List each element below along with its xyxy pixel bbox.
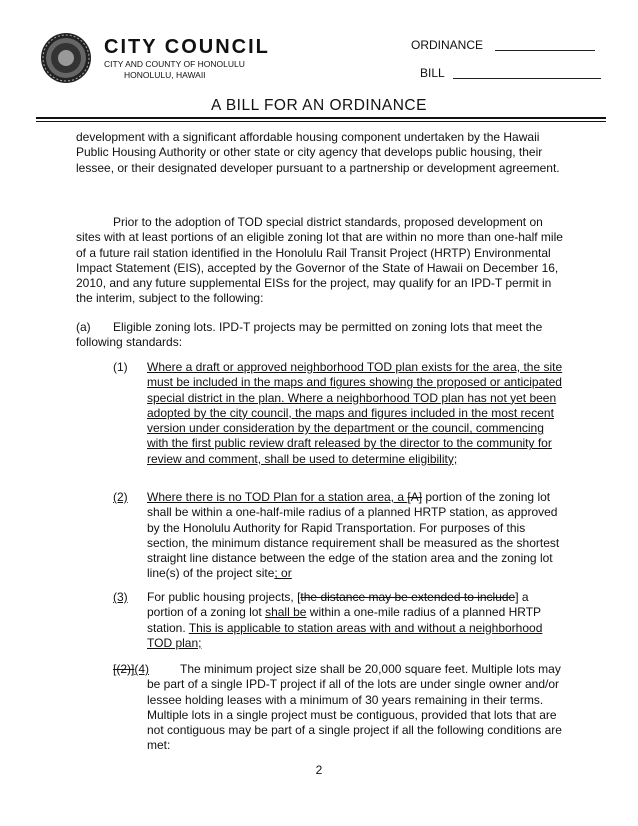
item-3-text-radius: within a one-mile radius of a planned HRTP station. (147, 605, 541, 635)
item-2-main-text: portion of the zoning lot shall be within a one-half-mile radius of a planned HRTP station, as approved by the Honolulu Authority for Rapid Transportation. For purposes of this section, the minimum distance requirement shall be measured as the shortest straight line distance between the edge of the station area and the zoning lot line(s) of the project site (147, 490, 560, 581)
item-2-inserted-clause: Where there is no TOD Plan for a station area, a (147, 490, 408, 504)
item-1-number: (1) (113, 360, 128, 374)
item-3-deleted-text: the distance may be extended to include (300, 590, 516, 604)
bill-title: A BILL FOR AN ORDINANCE (211, 97, 427, 114)
item-2-text (147, 490, 567, 582)
item-3-number: (3) (113, 590, 128, 604)
item-4-number-old: [(2)] (113, 662, 135, 676)
city-seal-icon (40, 32, 92, 84)
honolulu-subtitle: HONOLULU, HAWAII (124, 70, 206, 80)
subsection-a-text: Eligible zoning lots. IPD-T projects may be permitted on zoning lots that meet the following standards: (76, 320, 543, 350)
item-4-number (113, 662, 149, 677)
item-2-inserted-or: ; or (274, 566, 292, 581)
bill-label: BILL (420, 66, 445, 80)
paragraph-interim-eligibility: Prior to the adoption of TOD special district standards, proposed development on sites with at least portions of an eligible zoning lot that are within no more than one-half mile of a future rail station identified in the Honolulu Rail Transit Project (HRTP) Environmental Impact Statement (EIS), accepted by the Governor of the State of Hawaii on December 16, 2010, and any future supplemental EISs for the project, may qualify for an IPD-T permit in the interim, subject to the following: (76, 215, 563, 306)
item-3-text (147, 590, 567, 651)
item-2-number: (2) (113, 490, 128, 504)
item-2-deleted-a: [A] (407, 490, 423, 504)
item-3-inserted-shall-be: shall be (265, 605, 307, 620)
subsection-a-label: (a) (76, 320, 91, 334)
ordinance-label: ORDINANCE (411, 38, 484, 52)
city-county-subtitle: CITY AND COUNTY OF HONOLULU (104, 59, 245, 69)
header-rule-thin (36, 121, 606, 122)
item-3-text-mid: ] a portion of a zoning lot (147, 590, 529, 620)
bill-blank-line (453, 78, 601, 79)
page-number: 2 (315, 763, 323, 777)
city-council-heading: CITY COUNCIL (104, 36, 270, 58)
paragraph-continuation: development with a significant affordable housing component undertaken by the Hawaii Public Housing Authority or other state or city agency that develops public housing, their lessee, or their designated developer pursuant to a partnership or development agreement. (76, 130, 560, 175)
header-rule-thick (36, 117, 606, 119)
item-3-text-start: For public housing projects, [ (147, 590, 301, 604)
item-4-text: The minimum project size shall be 20,000 square feet. Multiple lots may be part of a single IPD-T project if all of the lots are under single owner and/or lessee holding leases with a minimum of 30 years remaining in their terms. Multiple lots in a single project must be contiguous, provided that lots that are not contiguous may be part of a single project if all the following conditions are met: (147, 662, 562, 753)
item-4-number-new: (4) (134, 662, 150, 676)
item-1-text: Where a draft or approved neighborhood TOD plan exists for the area, the site must be included in the maps and figures showing the proposed or anticipated special district in the plan. Where a neighborhood TOD plan has not yet been adopted by the city council, the maps and figures included in the most recent version under consideration by the department or the council, commencing with the first public review draft released by the director to the community for review and comment, shall be used to determine eligibility; (147, 360, 563, 466)
item-3-inserted-applicability: This is applicable to station areas with and without a neighborhood TOD plan; (147, 620, 543, 650)
ordinance-blank-line (495, 50, 595, 51)
